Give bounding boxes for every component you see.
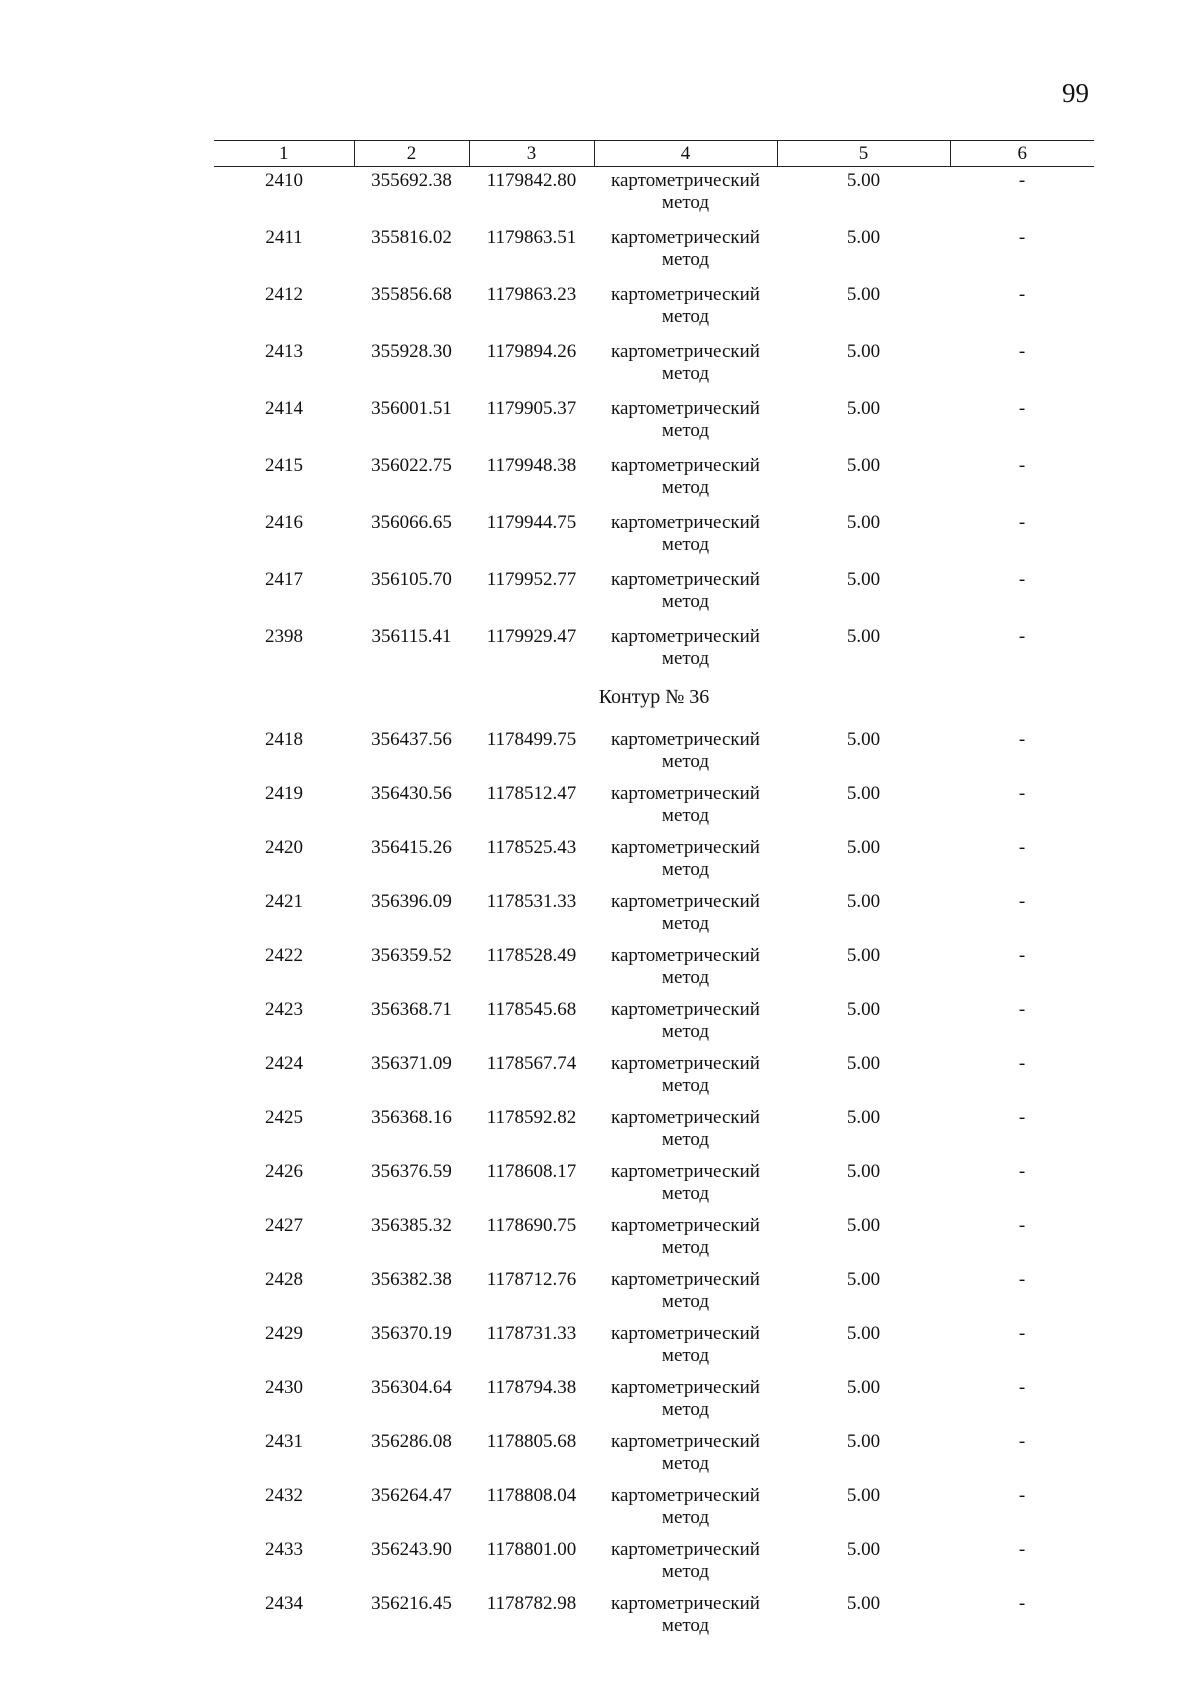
description-cell: - (1018, 783, 1026, 804)
point-number-cell: 2427 (265, 1215, 303, 1236)
method-cell (594, 509, 777, 566)
method-line: картометрический (611, 1107, 760, 1128)
method-line: картометрический (611, 284, 760, 305)
method-line: метод (661, 751, 710, 772)
method-line: картометрический (611, 945, 760, 966)
coordinate-x-cell: 356376.59 (371, 1161, 452, 1182)
coordinate-x-cell: 356368.71 (371, 999, 452, 1020)
table-row (214, 726, 1094, 780)
description-cell: - (1018, 729, 1026, 750)
method-line: метод (661, 363, 710, 384)
point-number-cell: 2425 (265, 1107, 303, 1128)
coordinate-y-cell: 1179842.80 (486, 170, 577, 191)
method-cell (594, 834, 777, 888)
point-number-cell: 2414 (265, 398, 303, 419)
coordinate-y-cell: 1179863.23 (486, 284, 577, 305)
description-cell: - (1018, 1269, 1026, 1290)
method-line: картометрический (611, 170, 760, 191)
point-number-cell: 2410 (265, 170, 303, 191)
method-line: метод (661, 192, 710, 213)
coordinate-y-cell: 1179948.38 (486, 455, 577, 476)
table-row (214, 1050, 1094, 1104)
coordinate-y-cell: 1178808.04 (486, 1485, 577, 1506)
method-cell (594, 224, 777, 281)
description-cell: - (1018, 284, 1026, 305)
accuracy-cell: 5.00 (846, 1269, 881, 1290)
point-number-cell: 2420 (265, 837, 303, 858)
coordinate-x-cell: 355692.38 (371, 170, 452, 191)
coordinate-y-cell: 1179863.51 (486, 227, 577, 248)
coordinate-x-cell: 356304.64 (371, 1377, 452, 1398)
description-cell: - (1018, 891, 1026, 912)
method-line: метод (661, 648, 710, 669)
table-row (214, 1536, 1094, 1590)
coordinate-x-cell: 356437.56 (371, 729, 452, 750)
accuracy-cell: 5.00 (846, 1323, 881, 1344)
section-heading (214, 680, 1094, 726)
accuracy-cell: 5.00 (846, 1593, 881, 1614)
point-number-cell: 2430 (265, 1377, 303, 1398)
method-line: метод (661, 1453, 710, 1474)
method-line: метод (661, 534, 710, 555)
description-cell: - (1018, 626, 1026, 647)
method-line: картометрический (611, 1377, 760, 1398)
table-row (214, 1428, 1094, 1482)
coordinate-x-cell: 356430.56 (371, 783, 452, 804)
method-line: картометрический (611, 1215, 760, 1236)
page-number: 99 (1062, 78, 1089, 108)
coordinate-y-cell: 1178794.38 (486, 1377, 577, 1398)
method-line: картометрический (611, 1431, 760, 1452)
table-row (214, 395, 1094, 452)
point-number-cell: 2429 (265, 1323, 303, 1344)
accuracy-cell: 5.00 (846, 569, 881, 590)
table-row (214, 224, 1094, 281)
description-cell: - (1018, 398, 1026, 419)
table-row (214, 888, 1094, 942)
accuracy-cell: 5.00 (846, 1107, 881, 1128)
coordinate-x-cell: 356001.51 (371, 398, 452, 419)
method-line: картометрический (611, 1161, 760, 1182)
coordinate-x-cell: 355856.68 (371, 284, 452, 305)
method-line: метод (661, 591, 710, 612)
accuracy-cell: 5.00 (846, 398, 881, 419)
method-cell (594, 1158, 777, 1212)
description-cell: - (1018, 1593, 1026, 1614)
coordinate-x-cell: 356264.47 (371, 1485, 452, 1506)
description-cell: - (1018, 1539, 1026, 1560)
method-line: картометрический (611, 1539, 760, 1560)
accuracy-cell: 5.00 (846, 1377, 881, 1398)
method-cell (594, 281, 777, 338)
method-line: метод (661, 1183, 710, 1204)
description-cell: - (1018, 1161, 1026, 1182)
coordinate-y-cell: 1179894.26 (486, 341, 577, 362)
description-cell: - (1018, 1377, 1026, 1398)
method-line: картометрический (611, 1323, 760, 1344)
method-line: картометрический (611, 837, 760, 858)
coordinate-y-cell: 1178712.76 (486, 1269, 577, 1290)
coordinate-x-cell: 356286.08 (371, 1431, 452, 1452)
coordinate-x-cell: 356385.32 (371, 1215, 452, 1236)
description-cell: - (1018, 1053, 1026, 1074)
method-line: картометрический (611, 512, 760, 533)
method-line: метод (661, 1075, 710, 1096)
method-cell (594, 167, 777, 225)
table-row (214, 1266, 1094, 1320)
accuracy-cell: 5.00 (846, 170, 881, 191)
coordinate-x-cell: 356396.09 (371, 891, 452, 912)
coordinate-y-cell: 1178782.98 (486, 1593, 577, 1614)
contour-group-1 (214, 167, 1094, 681)
method-cell (594, 942, 777, 996)
method-line: картометрический (611, 999, 760, 1020)
table-row (214, 1482, 1094, 1536)
table-row (214, 1212, 1094, 1266)
coordinate-x-cell: 356359.52 (371, 945, 452, 966)
column-header: 2 (354, 141, 469, 167)
method-line: картометрический (611, 1269, 760, 1290)
point-number-cell: 2419 (265, 783, 303, 804)
accuracy-cell: 5.00 (846, 837, 881, 858)
method-line: картометрический (611, 626, 760, 647)
coordinate-y-cell: 1178567.74 (486, 1053, 577, 1074)
method-line: картометрический (611, 455, 760, 476)
method-line: метод (661, 1399, 710, 1420)
point-number-cell: 2421 (265, 891, 303, 912)
accuracy-cell: 5.00 (846, 891, 881, 912)
coordinate-x-cell: 356022.75 (371, 455, 452, 476)
table-row (214, 1374, 1094, 1428)
point-number-cell: 2398 (265, 626, 303, 647)
method-line: метод (661, 1291, 710, 1312)
coordinate-x-cell: 356066.65 (371, 512, 452, 533)
column-header: 1 (214, 141, 354, 167)
column-header: 6 (950, 141, 1094, 167)
table-header-row (214, 141, 1094, 167)
point-number-cell: 2423 (265, 999, 303, 1020)
coordinate-y-cell: 1178801.00 (486, 1539, 577, 1560)
table-row (214, 167, 1094, 225)
accuracy-cell: 5.00 (846, 512, 881, 533)
method-line: метод (661, 967, 710, 988)
method-line: метод (661, 1021, 710, 1042)
column-header: 5 (777, 141, 950, 167)
method-cell (594, 1590, 777, 1644)
method-line: картометрический (611, 569, 760, 590)
method-line: картометрический (611, 1485, 760, 1506)
coordinate-y-cell: 1178531.33 (486, 891, 577, 912)
description-cell: - (1018, 1485, 1026, 1506)
accuracy-cell: 5.00 (846, 1485, 881, 1506)
coordinate-y-cell: 1178592.82 (486, 1107, 577, 1128)
description-cell: - (1018, 170, 1026, 191)
table-row (214, 780, 1094, 834)
coordinate-y-cell: 1178805.68 (486, 1431, 577, 1452)
point-number-cell: 2411 (265, 227, 303, 248)
coordinate-y-cell: 1178608.17 (486, 1161, 577, 1182)
point-number-cell: 2428 (265, 1269, 303, 1290)
method-line: картометрический (611, 891, 760, 912)
method-cell (594, 1536, 777, 1590)
method-cell (594, 1104, 777, 1158)
coordinate-x-cell: 356368.16 (371, 1107, 452, 1128)
table-row (214, 834, 1094, 888)
table-row (214, 1104, 1094, 1158)
description-cell: - (1018, 341, 1026, 362)
coordinate-x-cell: 356371.09 (371, 1053, 452, 1074)
point-number-cell: 2418 (265, 729, 303, 750)
accuracy-cell: 5.00 (846, 455, 881, 476)
method-line: картометрический (611, 341, 760, 362)
method-cell (594, 1050, 777, 1104)
coordinate-y-cell: 1178545.68 (486, 999, 577, 1020)
method-line: метод (661, 477, 710, 498)
accuracy-cell: 5.00 (846, 999, 881, 1020)
method-line: метод (661, 1561, 710, 1582)
method-line: картометрический (611, 1053, 760, 1074)
description-cell: - (1018, 1107, 1026, 1128)
method-cell (594, 1482, 777, 1536)
method-line: метод (661, 1129, 710, 1150)
contour-group-2 (214, 726, 1094, 1644)
point-number-cell: 2432 (265, 1485, 303, 1506)
accuracy-cell: 5.00 (846, 626, 881, 647)
coordinates-table (214, 140, 1094, 1644)
method-cell (594, 780, 777, 834)
point-number-cell: 2417 (265, 569, 303, 590)
method-cell (594, 452, 777, 509)
coordinate-y-cell: 1178528.49 (486, 945, 577, 966)
coordinate-x-cell: 356415.26 (371, 837, 452, 858)
description-cell: - (1018, 1431, 1026, 1452)
point-number-cell: 2415 (265, 455, 303, 476)
description-cell: - (1018, 945, 1026, 966)
coordinate-x-cell: 356115.41 (371, 626, 452, 647)
coordinate-y-cell: 1178731.33 (486, 1323, 577, 1344)
method-line: метод (661, 913, 710, 934)
method-cell (594, 726, 777, 780)
method-line: картометрический (611, 729, 760, 750)
table-row (214, 1320, 1094, 1374)
method-line: метод (661, 805, 710, 826)
method-line: картометрический (611, 227, 760, 248)
coordinate-x-cell: 356370.19 (371, 1323, 452, 1344)
coordinate-y-cell: 1179929.47 (486, 626, 577, 647)
coordinate-x-cell: 356105.70 (371, 569, 452, 590)
column-header: 3 (469, 141, 594, 167)
point-number-cell: 2426 (265, 1161, 303, 1182)
description-cell: - (1018, 227, 1026, 248)
point-number-cell: 2424 (265, 1053, 303, 1074)
accuracy-cell: 5.00 (846, 783, 881, 804)
accuracy-cell: 5.00 (846, 1215, 881, 1236)
table-row (214, 1158, 1094, 1212)
coordinate-y-cell: 1179905.37 (486, 398, 577, 419)
method-cell (594, 566, 777, 623)
accuracy-cell: 5.00 (846, 729, 881, 750)
description-cell: - (1018, 837, 1026, 858)
description-cell: - (1018, 512, 1026, 533)
point-number-cell: 2433 (265, 1539, 303, 1560)
method-line: метод (661, 859, 710, 880)
method-cell (594, 1320, 777, 1374)
point-number-cell: 2413 (265, 341, 303, 362)
point-number-cell: 2434 (265, 1593, 303, 1614)
coordinate-y-cell: 1178690.75 (486, 1215, 577, 1236)
column-header: 4 (594, 141, 777, 167)
table-row (214, 566, 1094, 623)
point-number-cell: 2431 (265, 1431, 303, 1452)
method-cell (594, 888, 777, 942)
table-row (214, 281, 1094, 338)
accuracy-cell: 5.00 (846, 1161, 881, 1182)
table-row (214, 338, 1094, 395)
method-line: метод (661, 1237, 710, 1258)
method-cell (594, 1428, 777, 1482)
method-line: метод (661, 1615, 710, 1636)
method-cell (594, 1374, 777, 1428)
table-row (214, 509, 1094, 566)
method-line: метод (661, 420, 710, 441)
method-line: картометрический (611, 1593, 760, 1614)
method-cell (594, 996, 777, 1050)
section-title: Контур № 36 (598, 686, 710, 708)
accuracy-cell: 5.00 (846, 1539, 881, 1560)
accuracy-cell: 5.00 (846, 227, 881, 248)
table-row (214, 452, 1094, 509)
accuracy-cell: 5.00 (846, 1053, 881, 1074)
method-cell (594, 338, 777, 395)
coordinate-y-cell: 1178525.43 (486, 837, 577, 858)
point-number-cell: 2412 (265, 284, 303, 305)
coordinate-x-cell: 356382.38 (371, 1269, 452, 1290)
coordinate-y-cell: 1178512.47 (486, 783, 577, 804)
method-line: метод (661, 249, 710, 270)
description-cell: - (1018, 455, 1026, 476)
table-row (214, 623, 1094, 680)
method-cell (594, 1266, 777, 1320)
method-cell (594, 395, 777, 452)
coordinate-y-cell: 1179944.75 (486, 512, 577, 533)
coordinate-y-cell: 1179952.77 (486, 569, 577, 590)
coordinate-x-cell: 355928.30 (371, 341, 452, 362)
method-line: картометрический (611, 783, 760, 804)
description-cell: - (1018, 999, 1026, 1020)
table-row (214, 996, 1094, 1050)
description-cell: - (1018, 1323, 1026, 1344)
description-cell: - (1018, 1215, 1026, 1236)
accuracy-cell: 5.00 (846, 945, 881, 966)
coordinate-x-cell: 356216.45 (371, 1593, 452, 1614)
method-cell (594, 623, 777, 680)
description-cell: - (1018, 569, 1026, 590)
method-line: метод (661, 1507, 710, 1528)
method-line: метод (661, 306, 710, 327)
point-number-cell: 2422 (265, 945, 303, 966)
coordinate-x-cell: 356243.90 (371, 1539, 452, 1560)
method-line: картометрический (611, 398, 760, 419)
table-row (214, 1590, 1094, 1644)
accuracy-cell: 5.00 (846, 284, 881, 305)
point-number-cell: 2416 (265, 512, 303, 533)
coordinate-x-cell: 355816.02 (371, 227, 452, 248)
accuracy-cell: 5.00 (846, 1431, 881, 1452)
method-line: метод (661, 1345, 710, 1366)
coordinate-y-cell: 1178499.75 (486, 729, 577, 750)
accuracy-cell: 5.00 (846, 341, 881, 362)
table-row (214, 942, 1094, 996)
method-cell (594, 1212, 777, 1266)
